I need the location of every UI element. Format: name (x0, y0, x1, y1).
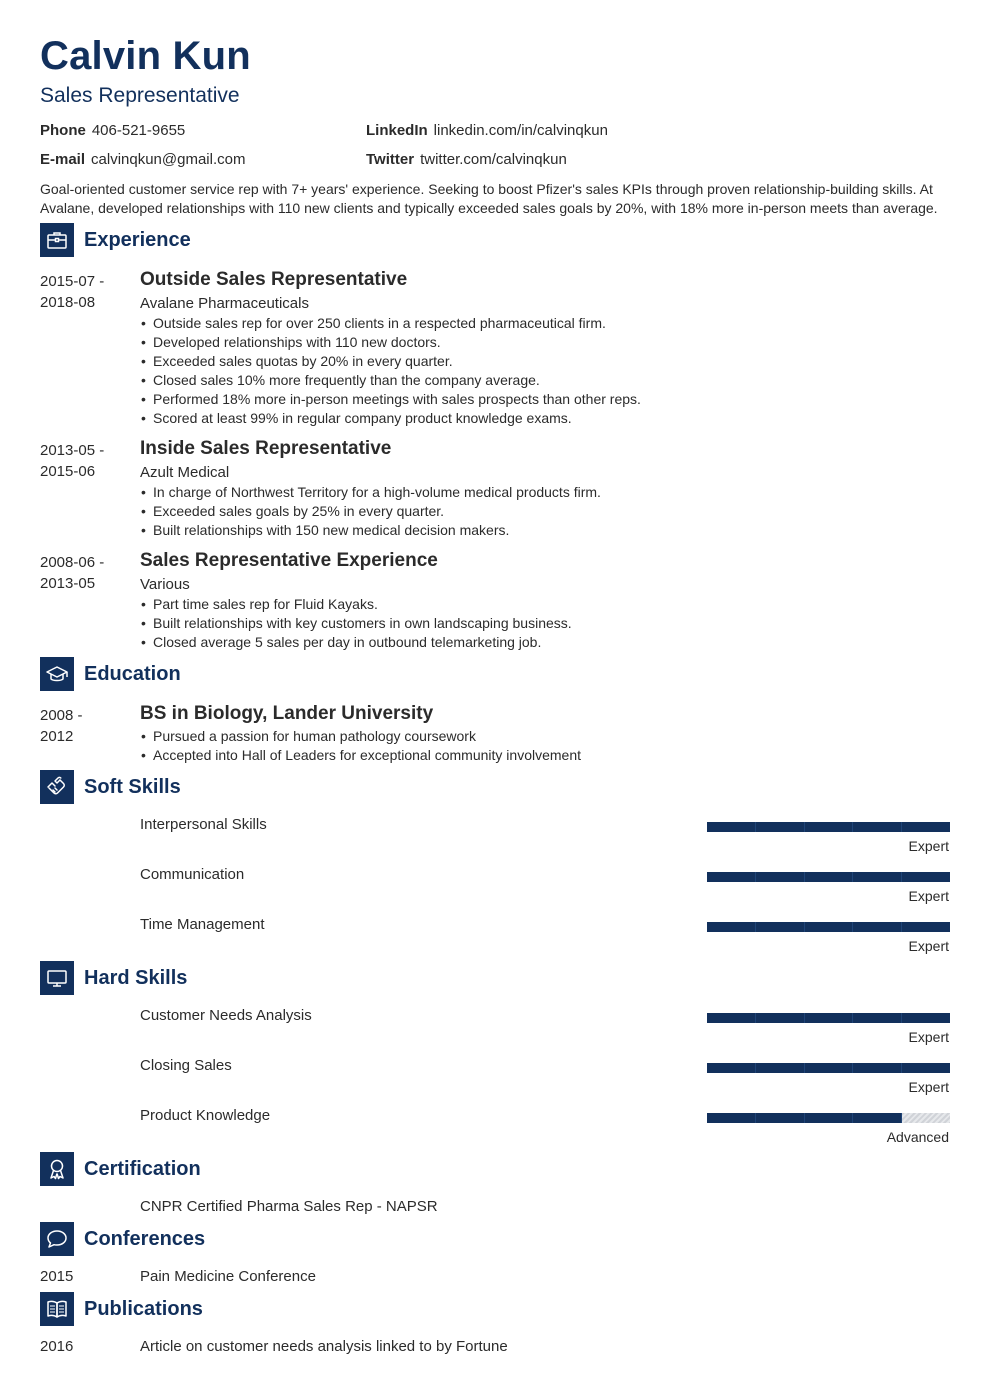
bullet: • In charge of Northwest Territory for a high-volume medical products firm. (140, 483, 601, 502)
skill-name: Closing Sales (140, 1057, 232, 1074)
section-title-experience: Experience (84, 228, 191, 251)
contact-linkedin (366, 122, 608, 139)
skill-rating-bar (707, 872, 950, 882)
award-ribbon-icon (40, 1152, 74, 1186)
bullet: • Closed average 5 sales per day in outbound telemarketing job. (140, 633, 572, 652)
job-date-end: 2018-08 (40, 294, 96, 311)
section-title-publications: Publications (84, 1297, 203, 1320)
job-date-start: 2008-06 - (40, 554, 105, 571)
education-degree: BS in Biology, Lander University (140, 703, 434, 724)
briefcase-icon (40, 223, 74, 257)
section-title-conferences: Conferences (84, 1227, 206, 1250)
rating-segment-filled (756, 922, 805, 932)
job-date-start: 2013-05 - (40, 442, 105, 459)
rating-segment-filled (756, 1113, 805, 1123)
job-date (40, 440, 104, 482)
bullet: • Performed 18% more in-person meetings with sales prospects than other reps. (140, 390, 641, 409)
rating-segment-filled (853, 922, 902, 932)
section-title-soft-skills: Soft Skills (84, 775, 181, 798)
linkedin-label: LinkedIn (366, 122, 428, 139)
job-bullets (140, 314, 641, 428)
section-conferences (40, 1222, 205, 1256)
rating-segment-filled (756, 872, 805, 882)
bullet: • Developed relationships with 110 new doctors. (140, 333, 641, 352)
rating-segment-filled (853, 1113, 902, 1123)
skill-name: Communication (140, 866, 245, 883)
candidate-title: Sales Representative (40, 84, 240, 107)
job-title: Inside Sales Representative (140, 438, 392, 459)
skill-name: Time Management (140, 916, 265, 933)
summary: Goal-oriented customer service rep with 7+ years' experience. Seeking to boost Pfizer's sales KPIs through proven relationship-building skills. At Avalane, developed relationships with 110 new clients and typically exceeded sales goals by 20%, with 18% more in-person meets than average. (40, 181, 938, 216)
bullet: • Built relationships with 150 new medical decision makers. (140, 521, 601, 540)
education-date-start: 2008 - (40, 707, 83, 724)
rating-segment-filled (805, 1063, 854, 1073)
skill-level: Expert (908, 838, 949, 854)
job-company: Azult Medical (140, 464, 230, 481)
rating-segment-filled (805, 1013, 854, 1023)
graduation-cap-icon (40, 657, 74, 691)
contact-email (40, 151, 245, 168)
rating-segment-filled (853, 822, 902, 832)
rating-segment-filled (756, 1063, 805, 1073)
bullet: • Part time sales rep for Fluid Kayaks. (140, 595, 572, 614)
rating-segment-filled (902, 922, 950, 932)
rating-segment-filled (902, 872, 950, 882)
email-label: E-mail (40, 151, 86, 168)
section-experience (40, 223, 191, 257)
skill-level: Advanced (886, 1129, 949, 1145)
skill-level: Expert (908, 888, 949, 904)
education-date (40, 705, 83, 747)
job-date (40, 552, 104, 594)
bullet: • Pursued a passion for human pathology coursework (140, 727, 581, 746)
publication-name: Article on customer needs analysis linked to by Fortune (140, 1338, 508, 1355)
skill-rating-bar (707, 1113, 950, 1123)
publication-date: 2016 (40, 1338, 74, 1355)
section-publications (40, 1292, 203, 1326)
job-date-start: 2015-07 - (40, 273, 105, 290)
conference-name: Pain Medicine Conference (140, 1268, 316, 1285)
skill-level: Expert (908, 938, 949, 954)
candidate-name: Calvin Kun (40, 34, 251, 78)
rating-segment-filled (902, 1013, 950, 1023)
job-date-end: 2015-06 (40, 463, 96, 480)
phone-label: Phone (40, 122, 86, 139)
rating-segment-filled (805, 872, 854, 882)
skill-level: Expert (908, 1029, 949, 1045)
skill-rating-bar (707, 922, 950, 932)
bullet: • Closed sales 10% more frequently than the company average. (140, 371, 641, 390)
skill-rating-bar (707, 822, 950, 832)
rating-segment-filled (707, 1113, 756, 1123)
phone-value: 406-521-9655 (91, 122, 186, 139)
section-soft-skills (40, 770, 181, 804)
section-title-hard-skills: Hard Skills (84, 966, 188, 989)
handshake-icon (40, 770, 74, 804)
speech-bubble-icon (40, 1222, 74, 1256)
conference-date: 2015 (40, 1268, 74, 1285)
bullet: • Accepted into Hall of Leaders for exceptional community involvement (140, 746, 581, 765)
job-date-end: 2013-05 (40, 575, 96, 592)
education-date-end: 2012 (40, 728, 74, 745)
rating-segment-filled (853, 872, 902, 882)
rating-segment-filled (707, 1013, 756, 1023)
contact-twitter (366, 151, 567, 168)
skill-rating-bar (707, 1063, 950, 1073)
twitter-value[interactable]: twitter.com/calvinqkun (420, 151, 567, 168)
skill-level: Expert (908, 1079, 949, 1095)
rating-segment-filled (707, 872, 756, 882)
rating-segment-filled (853, 1063, 902, 1073)
skill-name: Interpersonal Skills (140, 816, 267, 833)
job-date (40, 271, 104, 313)
certification-item: CNPR Certified Pharma Sales Rep - NAPSR (140, 1198, 438, 1215)
rating-segment-empty (902, 1113, 950, 1123)
rating-segment-filled (902, 1063, 950, 1073)
section-certification (40, 1152, 201, 1186)
rating-segment-filled (707, 822, 756, 832)
bullet: • Exceeded sales goals by 25% in every quarter. (140, 502, 601, 521)
section-education (40, 657, 181, 691)
book-icon (40, 1292, 74, 1326)
bullet: • Scored at least 99% in regular company product knowledge exams. (140, 409, 641, 428)
monitor-icon (40, 961, 74, 995)
rating-segment-filled (756, 1013, 805, 1023)
bullet: • Exceeded sales quotas by 20% in every quarter. (140, 352, 641, 371)
rating-segment-filled (805, 922, 854, 932)
linkedin-value[interactable]: linkedin.com/in/calvinqkun (433, 122, 608, 139)
rating-segment-filled (805, 1113, 854, 1123)
twitter-label: Twitter (366, 151, 415, 168)
rating-segment-filled (707, 922, 756, 932)
rating-segment-filled (853, 1013, 902, 1023)
contact-phone (40, 122, 185, 139)
bullet: • Outside sales rep for over 250 clients in a respected pharmaceutical firm. (140, 314, 641, 333)
section-hard-skills (40, 961, 187, 995)
rating-segment-filled (707, 1063, 756, 1073)
education-bullets (140, 727, 581, 765)
email-value[interactable]: calvinqkun@gmail.com (91, 151, 246, 168)
bullet: • Built relationships with key customers in own landscaping business. (140, 614, 572, 633)
skill-name: Product Knowledge (140, 1107, 271, 1124)
rating-segment-filled (756, 822, 805, 832)
job-company: Avalane Pharmaceuticals (140, 295, 309, 312)
skill-name: Customer Needs Analysis (140, 1007, 312, 1024)
section-title-education: Education (84, 662, 181, 685)
job-bullets (140, 483, 601, 540)
job-title: Outside Sales Representative (140, 269, 408, 290)
job-bullets (140, 595, 572, 652)
skill-rating-bar (707, 1013, 950, 1023)
rating-segment-filled (805, 822, 854, 832)
rating-segment-filled (902, 822, 950, 832)
job-company: Various (140, 576, 190, 593)
job-title: Sales Representative Experience (140, 550, 438, 571)
section-title-certification: Certification (84, 1157, 201, 1180)
